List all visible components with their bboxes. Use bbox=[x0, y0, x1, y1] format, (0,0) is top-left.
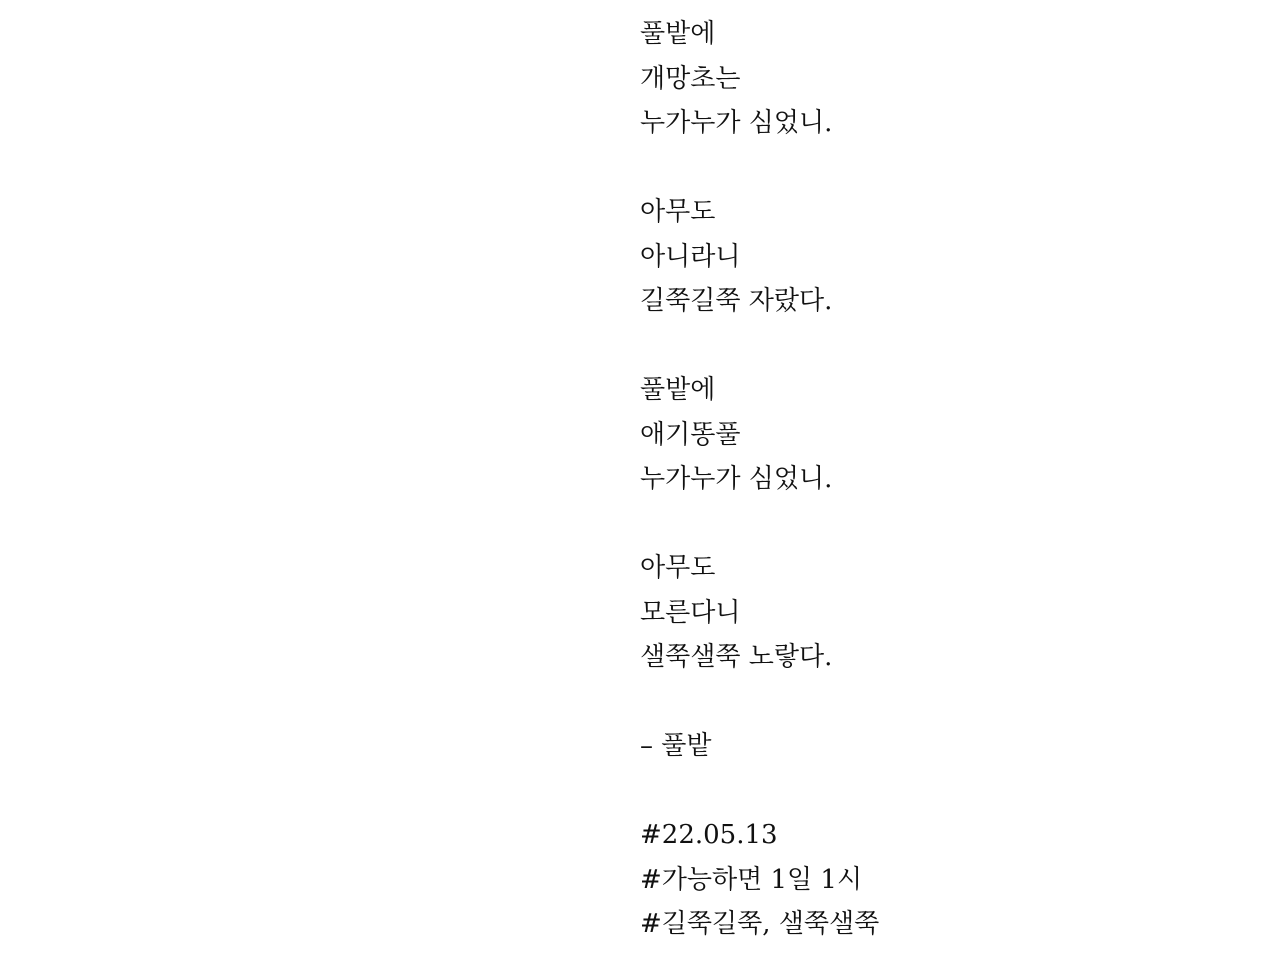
hashtag[interactable]: #가능하면 1일 1시 bbox=[640, 864, 863, 895]
hashtag-list bbox=[640, 813, 1240, 947]
section-gap bbox=[640, 769, 1240, 814]
poem-line: 애기똥풀 bbox=[640, 419, 741, 450]
poem-line: 개망초는 bbox=[640, 63, 741, 94]
poem-line: 아무도 bbox=[640, 553, 716, 583]
poem-line: 풀밭에 bbox=[640, 375, 716, 405]
poem-line: 길쭉길쭉 자랐다. bbox=[640, 286, 833, 316]
poem-line: 누가누가 심었니. bbox=[640, 108, 833, 138]
stanza-3 bbox=[640, 368, 1240, 502]
hashtag[interactable]: #22.05.13 bbox=[640, 820, 778, 850]
poem-signature: – 풀밭 bbox=[640, 731, 712, 761]
stanza-gap bbox=[640, 324, 1240, 369]
poem-line: 풀밭에 bbox=[640, 19, 716, 49]
poem-line: 아무도 bbox=[640, 197, 716, 227]
poem-body bbox=[640, 12, 1240, 947]
poem-line: 누가누가 심었니. bbox=[640, 464, 833, 494]
poem-line: 모른다니 bbox=[640, 597, 741, 628]
hashtag[interactable]: #길쭉길쭉, 샐쭉샐쭉 bbox=[640, 909, 880, 939]
poem-line: 샐쭉샐쭉 노랗다. bbox=[640, 642, 833, 672]
stanza-2 bbox=[640, 190, 1240, 324]
stanza-4 bbox=[640, 546, 1240, 680]
poem-line: 아니라니 bbox=[640, 241, 741, 272]
stanza-gap bbox=[640, 502, 1240, 547]
stanza-gap bbox=[640, 680, 1240, 725]
stanza-gap bbox=[640, 146, 1240, 191]
stanza-1 bbox=[640, 12, 1240, 146]
